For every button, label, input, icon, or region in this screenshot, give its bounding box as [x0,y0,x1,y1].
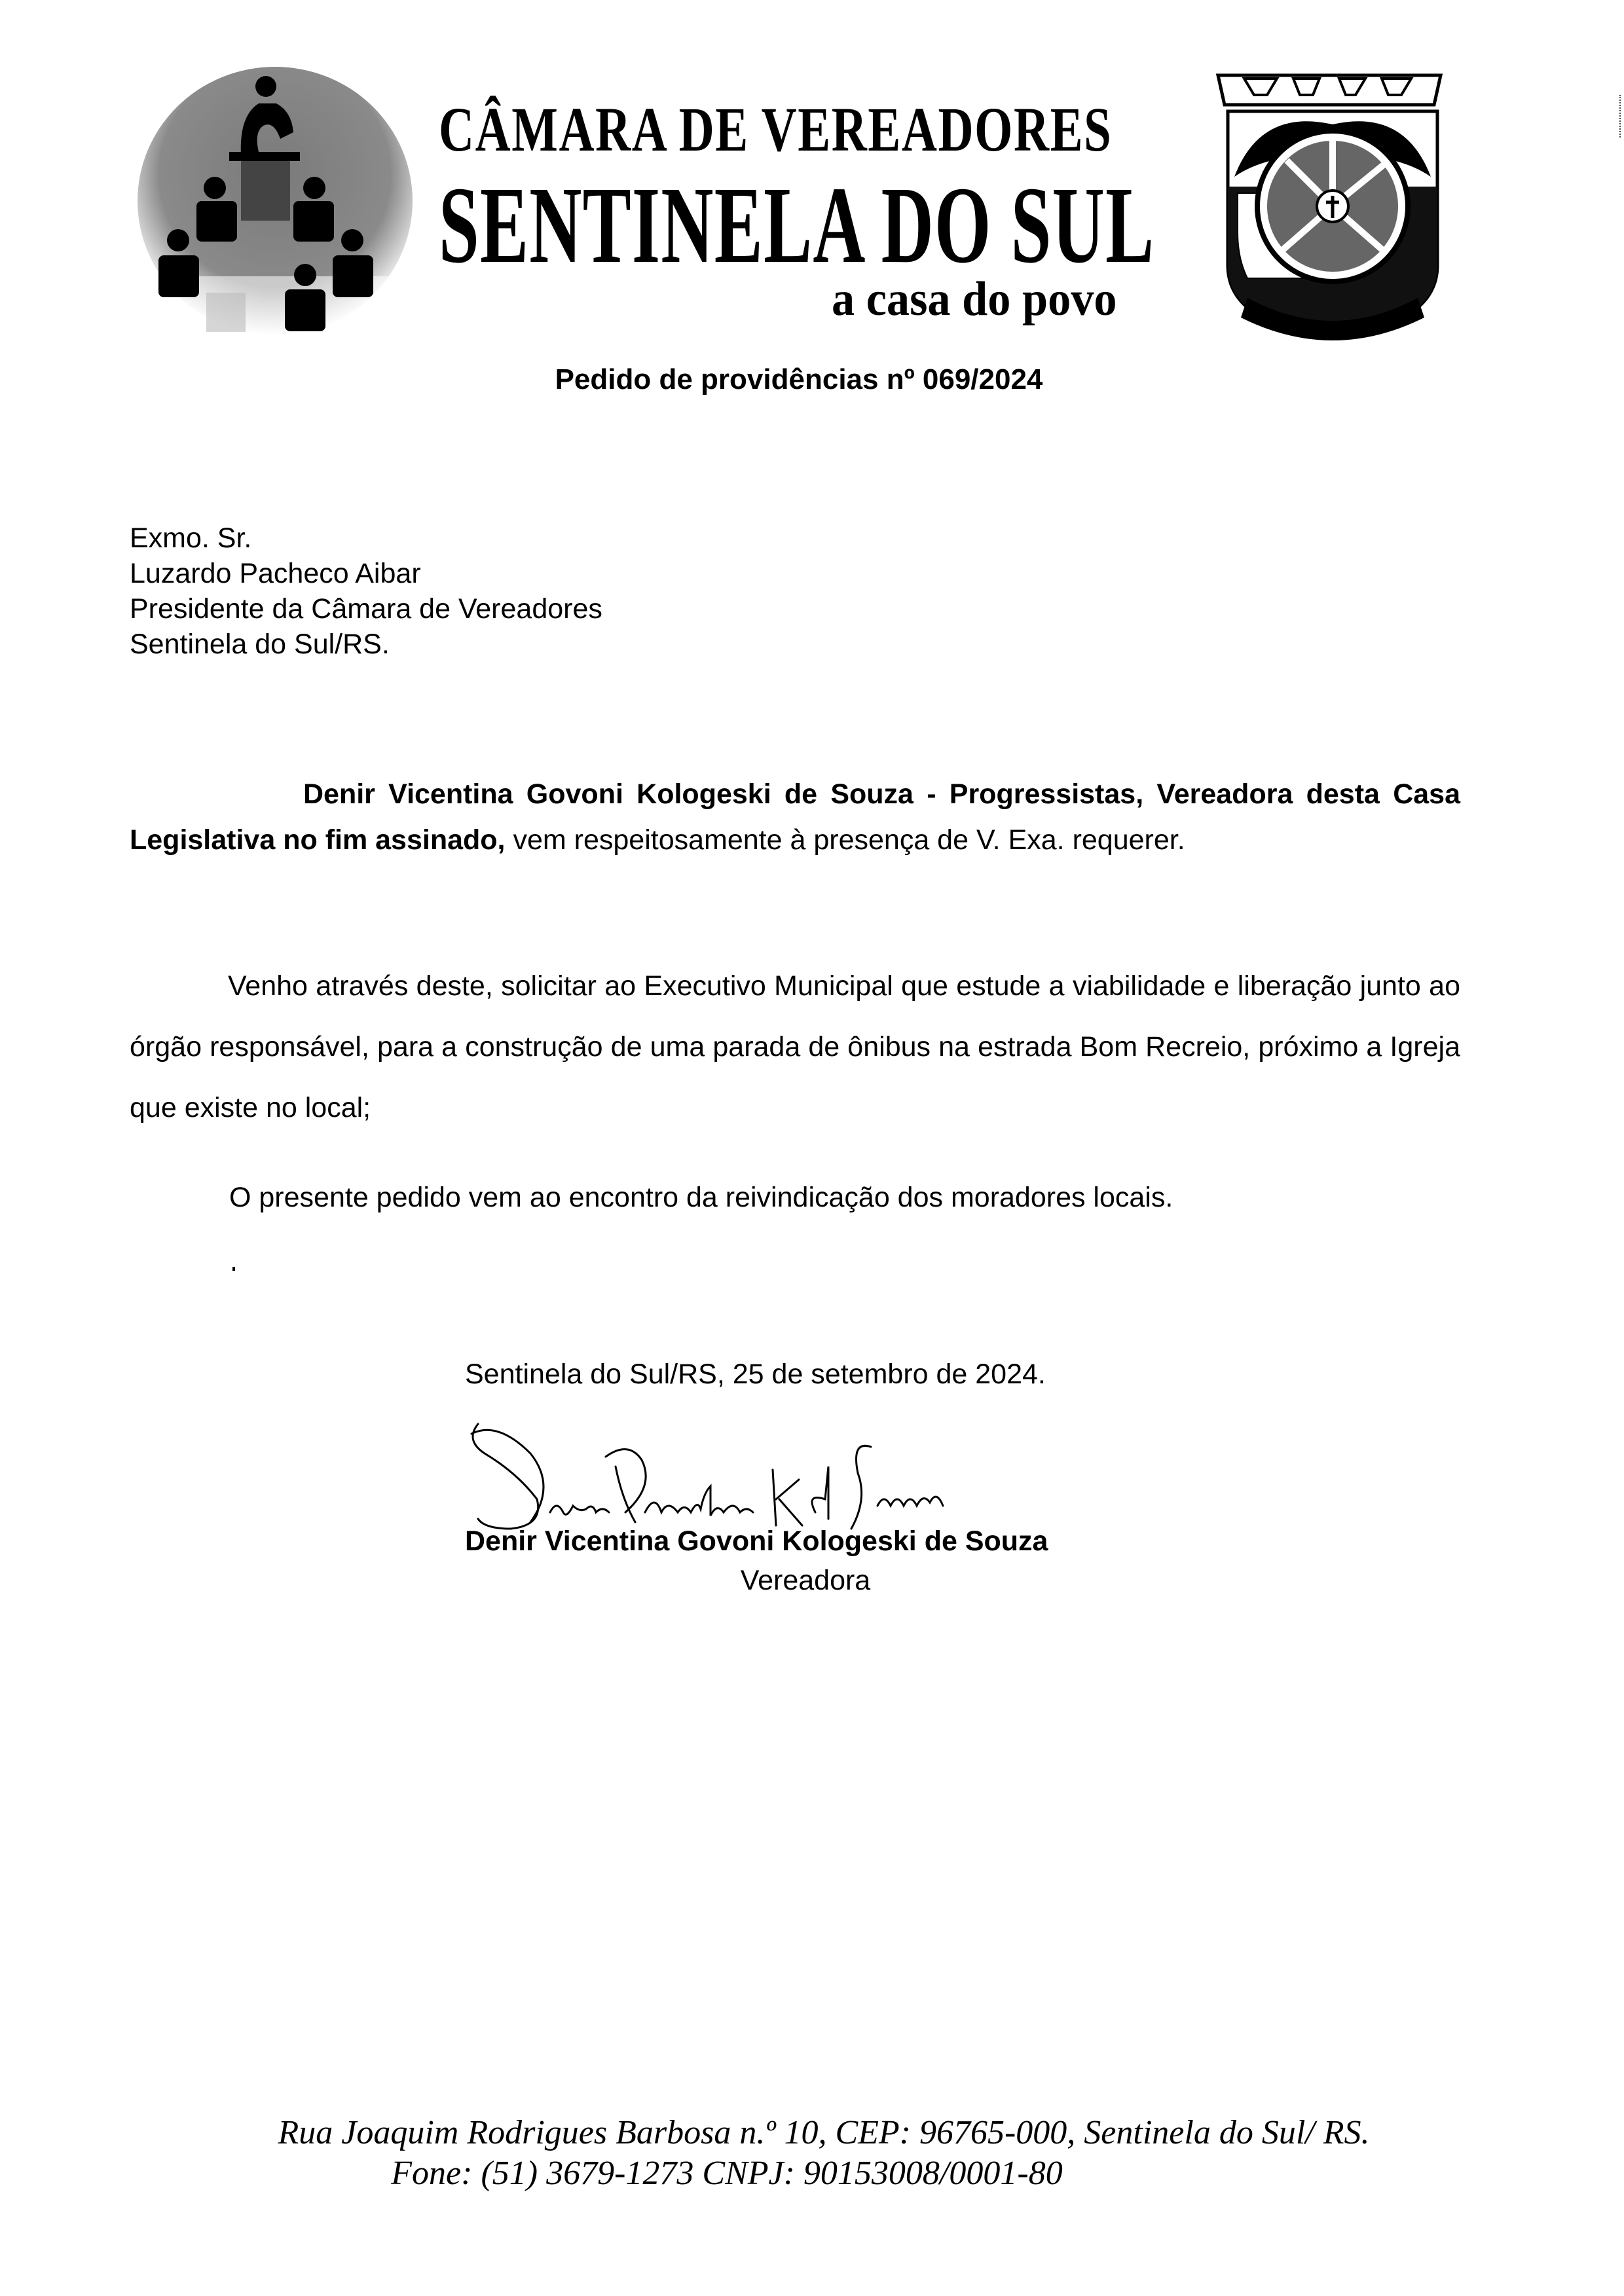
header-city-name: SENTINELA DO SUL [439,164,1155,286]
signer-role [0,1565,1624,1597]
scan-edge-mark [1619,95,1622,137]
document-title-text: Pedido de providências nº 069/2024 [555,363,1043,395]
signer-name: Denir Vicentina Govoni Kologeski de Souza [465,1525,1048,1557]
intro-rest-text: vem respeitosamente à presença de V. Exa. requerer. [505,824,1185,856]
addressee-salutation: Exmo. Sr. [130,522,252,554]
addressee-block [130,520,602,662]
assembly-people-icon [124,60,426,342]
municipal-coat-of-arms-icon [1208,62,1457,354]
addressee-name: Luzardo Pacheco Aibar [130,558,421,589]
addressee-title: Presidente da Câmara de Vereadores [130,593,602,625]
footer-address-text: Rua Joaquim Rodrigues Barbosa n.º 10, CEP: 96765-000, Sentinela do Sul/ RS. [278,2114,1370,2151]
date-line: Sentinela do Sul/RS, 25 de setembro de 2024. [465,1358,1046,1390]
document-title [0,363,1624,396]
intro-paragraph [130,771,1460,863]
header-slogan: a casa do povo [832,272,1117,326]
footer-contact [0,2154,1624,2193]
request-paragraph: Venho através deste, solicitar ao Executivo Municipal que estude a viabilidade e liberação junto ao órgão responsável, para a construção de uma parada de ônibus na estrada Bom Recreio, próximo a Igreja que existe no local; [130,970,1460,1123]
intro-bold-text: Denir Vicentina Govoni Kologeski de Souza - Progressistas, Vereadora desta Casa Legislativa no fim assinado, [130,778,1460,856]
footer-contact-text: Fone: (51) 3679-1273 CNPJ: 90153008/0001-80 [391,2155,1063,2192]
signer-role-text: Vereadora [740,1565,871,1596]
footer-address [0,2113,1624,2152]
addressee-location: Sentinela do Sul/RS. [130,629,390,660]
header-chamber-title: CÂMARA DE VEREADORES [439,94,1113,164]
institution-header [439,94,1185,326]
justification-paragraph: O presente pedido vem ao encontro da reivindicação dos moradores locais. [229,1182,1173,1213]
stray-dot [232,1267,235,1271]
